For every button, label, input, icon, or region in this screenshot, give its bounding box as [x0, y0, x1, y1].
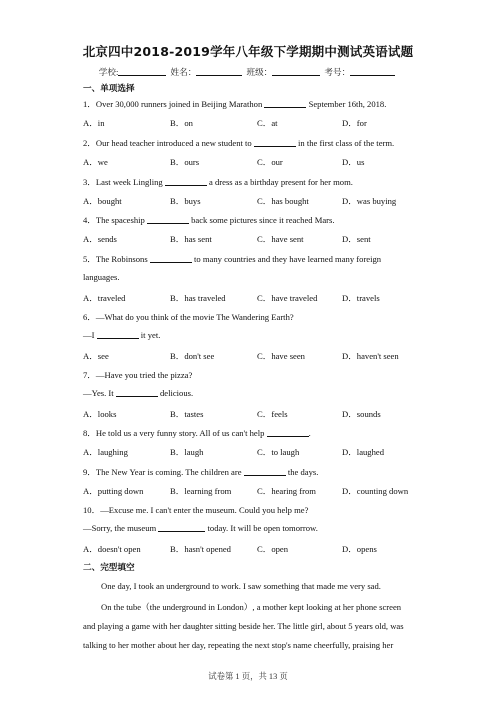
question-text: —Yes. It — [83, 388, 114, 398]
passage-line-4: talking to her mother about her day, repeating the next stop's name cheerfully, praising her — [83, 640, 394, 650]
option-b[interactable]: B．on — [170, 118, 193, 128]
option-a[interactable]: A．looks — [83, 409, 117, 419]
name-blank[interactable] — [196, 66, 242, 76]
number-blank[interactable] — [350, 66, 395, 76]
question-text-cont: today. It will be open tomorrow. — [207, 523, 318, 533]
option-b[interactable]: B．tastes — [170, 409, 204, 419]
question-text: 8．He told us a very funny story. All of us can't help — [83, 428, 265, 438]
question-3-options — [83, 195, 413, 206]
option-c[interactable]: C．feels — [257, 409, 288, 419]
option-a[interactable]: A．laughing — [83, 447, 128, 457]
option-b[interactable]: B．has sent — [170, 234, 212, 244]
answer-blank — [254, 138, 296, 147]
option-c[interactable]: C．have sent — [257, 234, 304, 244]
answer-blank — [150, 254, 192, 263]
question-text: —Sorry, the museum — [83, 523, 157, 533]
school-label: 学校: — [98, 67, 119, 77]
question-text-cont: . — [308, 428, 311, 438]
answer-blank — [165, 177, 207, 186]
question-text-cont: it yet. — [140, 330, 161, 340]
section-heading-single-choice: 一、单项选择 — [83, 84, 135, 94]
option-c[interactable]: C．hearing from — [257, 486, 316, 496]
question-text: 2．Our head teacher introduced a new student to — [83, 138, 252, 148]
question-2-options — [83, 156, 413, 167]
answer-blank — [244, 467, 286, 476]
answer-blank — [116, 388, 158, 397]
section-heading-cloze: 二、完型填空 — [83, 563, 135, 573]
option-c[interactable]: C．at — [257, 118, 278, 128]
page-footer: 试卷第 1 页，共 13 页 — [208, 672, 288, 681]
option-d[interactable]: D．counting down — [342, 486, 409, 496]
answer-blank — [264, 99, 306, 108]
student-info-row — [0, 66, 496, 78]
number-label: 考号： — [324, 67, 351, 77]
question-text: —I — [83, 330, 95, 340]
answer-blank — [158, 523, 205, 532]
option-a[interactable]: A．sends — [83, 234, 117, 244]
question-text: 3．Last week Lingling — [83, 177, 163, 187]
option-a[interactable]: A．traveled — [83, 293, 126, 303]
question-7: 7．—Have you tried the pizza? — [83, 370, 193, 380]
option-c[interactable]: C．open — [257, 544, 289, 554]
question-5-options — [83, 292, 413, 303]
question-1 — [83, 98, 386, 110]
option-b[interactable]: B．buys — [170, 196, 201, 206]
question-4-options — [83, 233, 413, 244]
question-2 — [83, 137, 394, 149]
answer-blank — [97, 330, 139, 339]
question-9-options — [83, 485, 413, 496]
question-text-cont: to many countries and they have learned many foreign — [194, 254, 382, 264]
option-b[interactable]: B．ours — [170, 157, 200, 167]
question-text: 4．The spaceship — [83, 215, 145, 225]
option-d[interactable]: D．for — [342, 118, 367, 128]
option-a[interactable]: A．see — [83, 351, 109, 361]
option-a[interactable]: A．putting down — [83, 486, 144, 496]
option-c[interactable]: C．have traveled — [257, 293, 318, 303]
question-10: 10．—Excuse me. I can't enter the museum. Could you help me? — [83, 505, 309, 515]
question-text-cont: delicious. — [159, 388, 194, 398]
option-b[interactable]: B．has traveled — [170, 293, 226, 303]
passage-line-2: On the tube（the underground in London）, a mother kept looking at her phone screen — [101, 602, 402, 612]
question-8-options — [83, 446, 413, 457]
option-c[interactable]: C．our — [257, 157, 283, 167]
question-10-reply — [83, 523, 318, 533]
class-label: 班级： — [246, 67, 273, 77]
question-6-reply — [83, 330, 160, 340]
option-d[interactable]: D．sounds — [342, 409, 381, 419]
option-a[interactable]: A．in — [83, 118, 105, 128]
question-text-cont: back some pictures since it reached Mars. — [191, 215, 335, 225]
answer-blank — [147, 215, 189, 224]
question-7-reply — [83, 388, 193, 398]
question-text-cont: the days. — [287, 467, 319, 477]
question-text-cont: in the first class of the term. — [298, 138, 395, 148]
question-7-options — [83, 408, 413, 419]
question-text: 1．Over 30,000 runners joined in Beijing Marathon — [83, 99, 263, 109]
question-5 — [83, 253, 381, 265]
question-1-options — [83, 117, 413, 128]
option-d[interactable]: D．was buying — [342, 196, 397, 206]
option-d[interactable]: D．sent — [342, 234, 371, 244]
question-text: 5．The Robinsons — [83, 254, 148, 264]
option-a[interactable]: A．we — [83, 157, 108, 167]
option-b[interactable]: B．hasn't opened — [170, 544, 231, 554]
option-d[interactable]: D．opens — [342, 544, 377, 554]
question-10-options — [83, 543, 413, 554]
option-a[interactable]: A．bought — [83, 196, 122, 206]
class-blank[interactable] — [272, 66, 320, 76]
option-d[interactable]: D．us — [342, 157, 365, 167]
school-blank[interactable] — [118, 66, 166, 76]
question-4 — [83, 214, 335, 226]
option-d[interactable]: D．travels — [342, 293, 380, 303]
answer-blank — [267, 428, 309, 437]
option-b[interactable]: B．don't see — [170, 351, 215, 361]
question-text: 9．The New Year is coming. The children are — [83, 467, 242, 477]
question-6: 6．—What do you think of the movie The Wandering Earth? — [83, 312, 294, 322]
option-b[interactable]: B．learning from — [170, 486, 232, 496]
option-b[interactable]: B．laugh — [170, 447, 204, 457]
name-label: 姓名： — [170, 67, 197, 77]
passage-line-3: and playing a game with her daughter sitting beside her. The little girl, about 5 years old, was — [83, 621, 404, 631]
option-a[interactable]: A．doesn't open — [83, 544, 141, 554]
option-c[interactable]: C．has bought — [257, 196, 309, 206]
page-title: 北京四中2018-2019学年八年级下学期期中测试英语试题 — [82, 44, 414, 59]
option-d[interactable]: D．laughed — [342, 447, 385, 457]
question-6-options — [83, 350, 413, 361]
question-text-cont: a dress as a birthday present for her mom. — [209, 177, 353, 187]
question-text-cont: September 16th, 2018. — [308, 99, 387, 109]
question-3 — [83, 176, 353, 188]
question-8 — [83, 427, 311, 439]
option-c[interactable]: C．to laugh — [257, 447, 300, 457]
option-c[interactable]: C．have seen — [257, 351, 305, 361]
option-d[interactable]: D．haven't seen — [342, 351, 399, 361]
question-9 — [83, 466, 318, 478]
passage-line-1: One day, I took an underground to work. I saw something that made me very sad. — [101, 581, 381, 591]
question-5-continued: languages. — [83, 272, 120, 282]
